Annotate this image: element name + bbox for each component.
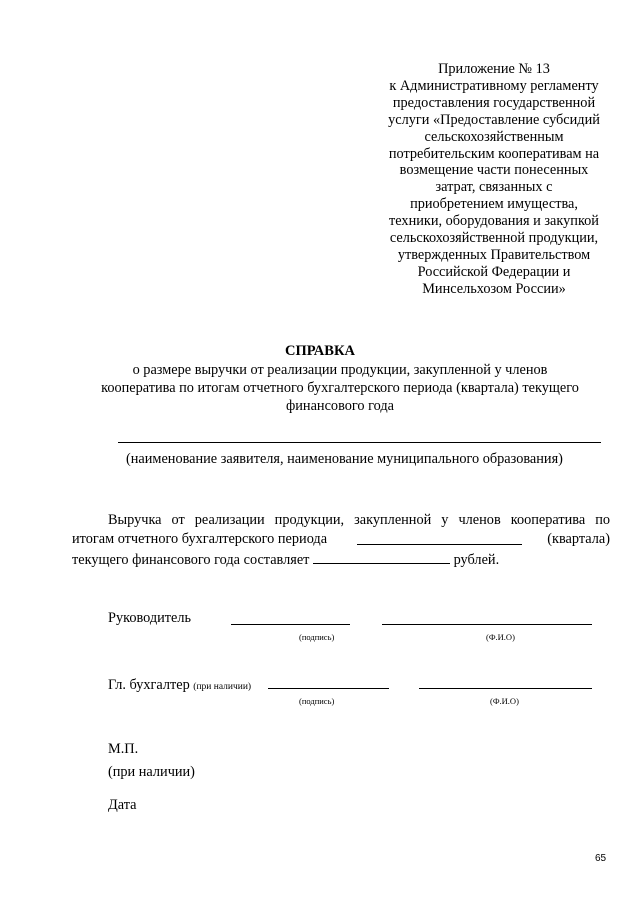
accountant-name-caption: (Ф.И.О) <box>490 696 519 706</box>
appendix-header <box>378 61 610 298</box>
period-field[interactable] <box>357 530 522 545</box>
document-subtitle <box>70 361 610 415</box>
page-number: 65 <box>595 853 607 864</box>
statement-line-3 <box>72 549 610 568</box>
appendix-line: приобретением имущества, <box>410 196 578 213</box>
appendix-line: предоставления государственной <box>392 94 596 111</box>
stamp-label: М.П. <box>108 741 139 757</box>
subtitle-line: кооператива по итогам отчетного бухгалтерского периода (квартала) текущего <box>101 380 579 396</box>
appendix-line: потребительским кооперативам на <box>388 145 600 162</box>
appendix-line: Минсельхозом России» <box>422 280 566 297</box>
stamp-note: (при наличии) <box>108 764 195 780</box>
head-name-line[interactable] <box>382 624 592 625</box>
head-name-caption: (Ф.И.О) <box>486 632 515 642</box>
statement-line-3-tail: рублей. <box>453 552 500 568</box>
subtitle-line: финансового года <box>286 398 394 414</box>
document-title: СПРАВКА <box>285 343 355 359</box>
accountant-label <box>108 677 251 694</box>
appendix-line: Приложение № 13 <box>438 61 550 77</box>
applicant-caption: (наименование заявителя, наименование муниципального образования) <box>126 451 563 467</box>
date-label: Дата <box>108 797 137 813</box>
accountant-name-line[interactable] <box>419 688 592 689</box>
appendix-line: затрат, связанных с <box>435 179 553 196</box>
statement-line-3-text: текущего финансового года составляет <box>72 552 310 568</box>
statement-line-2-tail: (квартала) <box>547 531 610 547</box>
appendix-line: сельскохозяйственным <box>424 128 564 145</box>
statement-line-2 <box>72 530 610 549</box>
revenue-amount-field[interactable] <box>313 549 450 564</box>
applicant-name-line[interactable] <box>118 442 601 443</box>
appendix-line: Российской Федерации и <box>417 263 571 280</box>
appendix-line: техники, оборудования и закупкой <box>389 213 599 230</box>
subtitle-line: о размере выручки от реализации продукции, закупленной у членов <box>132 362 548 378</box>
statement-line-1: Выручка от реализации продукции, закупленной у членов кооператива по <box>108 512 610 528</box>
appendix-line: услуги «Предоставление субсидий <box>388 111 600 128</box>
accountant-signature-line[interactable] <box>268 688 389 689</box>
head-label: Руководитель <box>108 610 192 626</box>
appendix-line: возмещение части понесенных <box>399 162 589 179</box>
accountant-note: (при наличии) <box>193 682 252 692</box>
accountant-signature-caption: (подпись) <box>299 696 335 706</box>
appendix-line: утвержденных Правительством <box>397 246 591 263</box>
statement-paragraph <box>72 511 610 568</box>
accountant-label-text: Гл. бухгалтер <box>108 677 190 693</box>
appendix-line: сельскохозяйственной продукции, <box>389 230 599 247</box>
statement-line-2-text: итогам отчетного бухгалтерского периода <box>72 531 328 547</box>
head-signature-caption: (подпись) <box>299 632 335 642</box>
head-signature-line[interactable] <box>231 624 350 625</box>
appendix-line: к Административному регламенту <box>389 77 599 94</box>
